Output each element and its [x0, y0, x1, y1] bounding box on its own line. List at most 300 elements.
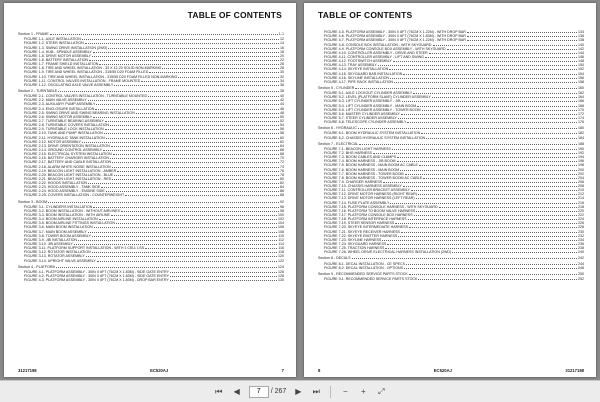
toc-entry-title: FIGURE 2-15. ELECTRICAL SYSTEM INSTALLATION — [24, 152, 112, 157]
toc-entry-page: 134 — [578, 30, 584, 35]
toc-entry[interactable] — [18, 193, 284, 197]
dot-leader — [104, 133, 279, 134]
toc-entry-title: Section 7 - ELECTRICAL — [318, 141, 359, 146]
toc-entry-page: 26 — [280, 62, 284, 67]
toc-entry[interactable] — [18, 258, 284, 262]
toc-entry-page: 118 — [278, 250, 284, 255]
toc-section-heading[interactable] — [318, 142, 584, 146]
toc-entry-title: FIGURE 2-13. DRIVE ORIENTATION INSTALLATION — [24, 143, 110, 148]
toc-entry-page: 152 — [578, 67, 584, 72]
toc-entry-title: FIGURE 4-10. CONTROLLER ASSEMBLY - DRIVE AND STEER — [324, 50, 428, 55]
toc-entry-page: 154 — [578, 71, 584, 76]
toc-entry-page: 76 — [280, 168, 284, 173]
dot-leader — [116, 223, 277, 224]
toc-entry-title: FIGURE 1-8. TIRE AND WHEEL INSTALLATION - 33 X 12-20 SOLID NON-MARKING — [24, 66, 162, 71]
toc-entry-page: 16 — [280, 45, 284, 50]
toc-list — [18, 30, 284, 282]
toc-entry-page: 234 — [578, 237, 584, 242]
toc-entry-title: FIGURE 7-7. BOOM HARNESS - TOWER BOOM — [324, 171, 404, 176]
toc-entry-page: 50 — [280, 114, 284, 119]
dot-leader — [92, 236, 277, 237]
dot-leader — [416, 198, 577, 199]
toc-entry-page: 148 — [578, 59, 584, 64]
dot-leader — [402, 101, 578, 102]
dot-leader — [439, 207, 577, 208]
toc-entry-title: FIGURE 3-4. BOOM AIRLINE INSTALLATION — [24, 217, 98, 222]
dot-leader — [50, 34, 278, 35]
toc-entry-page: 20 — [280, 53, 284, 58]
dot-leader — [421, 133, 577, 134]
toc-entry-title: FIGURE 2-16. BATTERY CHARGER INSTALLATION — [24, 156, 109, 161]
toc-entry-title: FIGURE 4-12. FOOTSWITCH ASSEMBLY — [324, 59, 392, 64]
toc-entry-title: FIGURE 2-6. SWING MOTOR ASSEMBLY — [24, 114, 93, 119]
dot-leader — [394, 82, 577, 83]
toc-entry-page: 112 — [278, 237, 284, 242]
toc-title: TABLE OF CONTENTS — [187, 10, 282, 20]
dot-leader — [93, 207, 279, 208]
dot-leader — [417, 106, 577, 107]
dot-leader — [108, 48, 279, 49]
toc-entry-page: 226 — [578, 221, 584, 226]
dot-leader — [385, 248, 577, 249]
toc-entry-title: FIGURE 2-7. TURNTABLE BEARING ASSEMBLY — [24, 118, 104, 123]
dot-leader — [423, 178, 577, 179]
toc-entry-title: FIGURE 2-4. ENCLOSURE INSTALLATION — [24, 106, 95, 111]
toc-entry-page: 174 — [578, 115, 584, 120]
toc-entry-title: FIGURE 7-16. PLATFORM TO BOOM VALVE HARNESS — [324, 208, 416, 213]
toc-entry[interactable] — [318, 135, 584, 139]
toc-entry-title: Section 3 - BOOM — [18, 199, 48, 204]
dot-leader — [101, 187, 279, 188]
toc-entry-title: FIGURE 2-8. TURNTABLE COVERS INSTALLATION — [24, 123, 110, 128]
dot-leader — [467, 32, 577, 33]
toc-entry-page: 236 — [578, 242, 584, 247]
toc-entry-title: FIGURE 7-5. BOOM HARNESS - MAIN BOOM AC CABLE — [324, 163, 418, 168]
dot-leader — [406, 264, 577, 265]
dot-leader — [389, 69, 577, 70]
toc-entry-page: 22 — [280, 57, 284, 62]
toc-entry-page: 70 — [280, 156, 284, 161]
toc-entry[interactable] — [318, 250, 584, 254]
dot-leader — [407, 122, 577, 123]
toc-entry-title: FIGURE 7-14. FUSE PLATE ASSEMBLY — [324, 200, 390, 205]
toc-entry-title: FIGURE 1-5. DRIVE MOTOR ASSEMBLY — [24, 53, 91, 58]
toc-entry-title: FIGURE 3-5. BOOM AIRLINE FITTINGS INSTALLATION — [24, 221, 115, 226]
toc-entry-page: 34 — [280, 78, 284, 83]
dot-leader — [112, 162, 279, 163]
dot-leader — [425, 57, 577, 58]
toc-entry-page: 30 — [280, 70, 284, 75]
dot-leader — [429, 53, 577, 54]
toc-entry-title: FIGURE 2-24. HOOD ASSEMBLY - ENGINE SIDE — [24, 189, 105, 194]
dot-leader — [418, 279, 577, 280]
toc-entry-page: 46 — [280, 106, 284, 111]
first-page-icon[interactable]: ⏮ — [215, 386, 223, 396]
toc-entry-title: FIGURE 3-14. UPRIGHT VALVE ASSEMBLY — [24, 258, 96, 263]
toc-entry-page: 206 — [578, 179, 584, 184]
toc-entry-title: FIGURE 7-13. DRIVE MOTOR HARNESS (LEFT REAR) — [324, 196, 415, 201]
dot-leader — [114, 85, 279, 86]
toc-entry-page: 180 — [578, 126, 584, 131]
dot-leader — [422, 110, 577, 111]
footer-model: EC520AJ — [433, 368, 452, 373]
toc-entry-page: 12 — [280, 37, 284, 42]
toc-entry-title: FIGURE 4-17. PIPE RACK INSTALLATION — [324, 79, 393, 84]
page-number-input[interactable] — [249, 386, 269, 398]
dot-leader — [58, 91, 279, 92]
toc-entry-title: FIGURE 3-12. ROTATOR INSTALLATION — [24, 250, 91, 255]
dot-leader — [405, 174, 577, 175]
dot-leader — [99, 219, 277, 220]
toc-entry-page: 106 — [278, 225, 284, 230]
toc-entry-page: 212 — [578, 192, 584, 197]
zoom-in-icon[interactable]: + — [360, 387, 366, 396]
dot-leader — [395, 223, 577, 224]
dot-leader — [82, 39, 279, 40]
toc-entry-page: 88 — [280, 193, 284, 198]
toc-entry-page: 122 — [278, 258, 284, 263]
toc-entry-title: FIGURE 7-8. BOOM HARNESS - TOWER BOOM AC CABLE — [324, 175, 423, 180]
dot-leader — [113, 154, 279, 155]
toc-entry-title: FIGURE 1-4. HUB - SPINDLE ASSEMBLY — [24, 49, 92, 54]
toc-entry-page: 130 — [278, 278, 284, 283]
toc-section-heading[interactable] — [318, 86, 584, 90]
toc-entry-title: FIGURE 3-7. MAIN BOOM ASSEMBLY — [24, 229, 87, 234]
toc-entry-title: FIGURE 1-9. TIRE AND WHEEL INSTALLATION - 315/55 D20 FOAM FILLED — [24, 70, 149, 75]
toc-entry-title: FIGURE 7-10. CHASSIS HARNESS ASSEMBLY — [324, 184, 402, 189]
toc-entry-title: FIGURE 7-6. BOOM HARNESS - MAIN BOOM — [324, 167, 400, 172]
dot-leader — [74, 244, 277, 245]
toc-section-heading[interactable] — [318, 272, 584, 276]
dot-leader — [48, 202, 279, 203]
toc-entry-title: FIGURE 3-6. MAIN BOOM INSTALLATION — [24, 225, 93, 230]
toc-entry-title: FIGURE 2-12. MOTOR ASSEMBLY — [24, 139, 81, 144]
dot-leader — [94, 227, 277, 228]
toc-entry-page: 176 — [578, 120, 584, 125]
toc-entry-page: 128 — [278, 274, 284, 279]
dot-leader — [117, 171, 279, 172]
dot-leader — [418, 194, 577, 195]
toc-entry-page: 80 — [280, 176, 284, 181]
dot-leader — [392, 149, 577, 150]
toc-entry-title: FIGURE 5-1. AXLE LOCKOUT CYLINDER ASSEMBLY — [324, 91, 413, 96]
toc-entry-title: FIGURE 7-26. WHEEL DRIVE ELECTRICAL HARNESS INSTALLATION (2WD) — [324, 250, 452, 255]
toc-entry-title: FIGURE 2-22. HOODS INSTALLATION — [24, 181, 87, 186]
toc-entry-title: FIGURE 7-9. CHARGER HARNESS — [324, 179, 383, 184]
dot-leader — [99, 64, 279, 65]
dot-leader — [393, 61, 577, 62]
dot-leader — [93, 117, 279, 118]
dot-leader — [106, 138, 279, 139]
toc-entry-page: 150 — [578, 63, 584, 68]
dot-leader — [467, 36, 577, 37]
dot-leader — [111, 215, 277, 216]
zoom-out-icon[interactable]: − — [342, 387, 348, 396]
toc-entry-title: FIGURE 4-6. PLATFORM ASSEMBLY - 30IN X 6FT (76CM X 1.83M) - WITH DROP BAR — [324, 34, 466, 39]
dot-leader — [136, 113, 279, 114]
toc-entry-title: FIGURE 5-4. LIFT CYLINDER ASSEMBLY - MAIN BOOM — [324, 103, 417, 108]
dot-leader — [82, 142, 279, 143]
toc-entry-title: FIGURE 1-12. OSCILLATING AXLE VALVE ASSEMBLY — [24, 82, 114, 87]
toc-entry-page: 72 — [280, 160, 284, 165]
toc-entry-title: FIGURE 2-1. CONTROL VALVES INSTALLATION - TURNTABLE MOUNTED — [24, 94, 148, 99]
toc-section-heading[interactable] — [18, 199, 284, 203]
toc-entry-page: 204 — [578, 175, 584, 180]
toc-entry-page: 232 — [578, 233, 584, 238]
dot-leader — [112, 167, 279, 168]
toc-entry-title: FIGURE 4-2. PLATFORM ASSEMBLY - 30IN X 6FT (76CM X 1.83M) - SIDE GATE ENTRY — [24, 274, 169, 279]
toc-entry-page: 250 — [578, 271, 584, 276]
toc-entry-page: 218 — [578, 204, 584, 209]
toc-entry-page: 44 — [280, 102, 284, 107]
toc-section-heading[interactable] — [18, 32, 284, 36]
toc-entry[interactable] — [318, 266, 584, 270]
toc-entry-title: FIGURE 6-1. BOOM HYDRAULIC SYSTEM INSTALLATION — [324, 131, 421, 136]
toc-entry-title: FIGURE 7-15. PLATFORM CONSOLE HARNESS - WITH SKYGUARD — [324, 204, 438, 209]
toc-entry-page: 230 — [578, 229, 584, 234]
toc-entry-title: FIGURE 5-7. STEER CYLINDER ASSEMBLY — [324, 115, 397, 120]
toc-entry-title: FIGURE 7-22. SKYEYE EMITTER HARNESS — [324, 233, 398, 238]
toc-entry-title: FIGURE 2-5. SWING DRIVE AND SWING BEARING INSTALLATION — [24, 110, 135, 115]
toc-entry-page: 244 — [578, 261, 584, 266]
dot-leader — [452, 252, 577, 253]
toc-entry-title: FIGURE 3-13. ROTATOR ASSEMBLY — [24, 254, 85, 259]
dot-leader — [178, 77, 279, 78]
toc-entry-title: FIGURE 1-3. SWING DRIVE INSTALLATION (2WD) — [24, 45, 108, 50]
toc-entry-page: 222 — [578, 213, 584, 218]
dot-leader — [358, 128, 577, 129]
toc-entry-title: FIGURE 3-1. CYLINDERS INSTALLATION — [24, 204, 93, 209]
toc-entry-title: FIGURE 3-2. BOOM INSTALLATION - WITHOUT AIRLINES — [24, 208, 120, 213]
toc-entry-page: 146 — [578, 54, 584, 59]
dot-leader — [398, 118, 577, 119]
toc-entry-title: FIGURE 4-14. SKYEYE INSTALLATION — [324, 67, 389, 72]
dot-leader — [378, 65, 577, 66]
toc-entry-title: FIGURE 5-3. LIFT CYLINDER ASSEMBLY - JIB — [324, 99, 401, 104]
toc-entry-title: FIGURE 4-16. SKYLINE INSTALLATION — [324, 75, 389, 80]
toc-entry[interactable] — [18, 278, 284, 282]
toc-entry-page: 220 — [578, 208, 584, 213]
toc-entry-page: 38 — [280, 88, 284, 93]
last-page-icon[interactable]: ⏭ — [312, 386, 320, 396]
toc-entry-title: FIGURE 5-6. MASTER CYLINDER ASSEMBLY — [324, 111, 400, 116]
dot-leader — [106, 191, 279, 192]
toc-entry-title: FIGURE 2-9. TURNTABLE LOCK INSTALLATION — [24, 127, 104, 132]
toc-entry-page: 124 — [278, 264, 284, 269]
toc-entry-page: 86 — [280, 189, 284, 194]
toc-entry-page: 252 — [578, 277, 584, 282]
dot-leader — [390, 78, 577, 79]
toc-entry-page: 110 — [278, 233, 284, 238]
dot-leader — [383, 182, 577, 183]
toc-list — [318, 30, 584, 281]
toc-entry-page: 136 — [578, 34, 584, 39]
toc-entry-page: 36 — [280, 82, 284, 87]
toc-entry-title: FIGURE 4-13. TRAY ASSEMBLY — [324, 63, 377, 68]
dot-leader — [373, 153, 577, 154]
toc-entry-title: Section 4 - PLATFORM — [18, 264, 56, 269]
toc-entry-page: 40 — [280, 94, 284, 99]
toc-entry-page: 200 — [578, 167, 584, 172]
toc-section-heading[interactable] — [318, 256, 584, 260]
toc-entry-page: 32 — [280, 74, 284, 79]
dot-leader — [411, 190, 577, 191]
footer-doc-number: 31217198 — [18, 368, 37, 373]
dot-leader — [400, 170, 577, 171]
page-navigator — [249, 386, 287, 398]
dot-leader — [88, 100, 279, 101]
dot-leader — [467, 40, 577, 41]
toc-entry-title: FIGURE 2-21. BEACON LIGHT INSTALLATION - RED — [24, 176, 112, 181]
toc-entry-title: Section 5 - CYLINDER — [318, 85, 355, 90]
toc-entry-title: FIGURE 8-1. DECAL INSTALLATION - CE SPECS — [324, 261, 406, 266]
dot-leader — [398, 236, 577, 237]
dot-leader — [387, 244, 577, 245]
dot-leader — [409, 227, 577, 228]
toc-entry-title: Section 6 - HYDRAULIC — [318, 126, 357, 131]
toc-section-heading[interactable] — [318, 126, 584, 130]
toc-entry-page: 62 — [280, 139, 284, 144]
toc-entry-page: 202 — [578, 171, 584, 176]
dot-leader — [141, 81, 279, 82]
toc-entry-page: 68 — [280, 152, 284, 157]
dot-leader — [96, 104, 279, 105]
dot-leader — [92, 252, 278, 253]
toc-section-heading[interactable] — [18, 265, 284, 269]
toc-entry-title: FIGURE 5-5. LIFT CYLINDER ASSEMBLY - TOWER BOOM — [324, 107, 421, 112]
footer-model: EC520AJ — [150, 368, 169, 373]
dot-leader — [110, 125, 279, 126]
toc-entry-title: FIGURE 3-9. JIB INSTALLATION — [24, 237, 77, 242]
dot-leader — [401, 114, 577, 115]
toc-entry-page: 158 — [578, 79, 584, 84]
left-page — [4, 3, 296, 377]
dot-leader — [397, 157, 577, 158]
dot-leader — [416, 211, 577, 212]
dot-leader — [105, 129, 279, 130]
toc-entry-title: FIGURE 4-3. PLATFORM ASSEMBLY - 30IN X 6FT (76CM X 1.83M) - DROP BAR ENTRY — [24, 278, 169, 283]
toc-entry-page: 192 — [578, 150, 584, 155]
pdf-toolbar — [0, 380, 600, 402]
toc-entry-title: FIGURE 1-6. BATTERY INSTALLATION — [24, 57, 88, 62]
toc-entry[interactable] — [318, 120, 584, 124]
toc-entry-page: 240 — [578, 250, 584, 255]
dot-leader — [409, 274, 577, 275]
footer-page-number: 8 — [318, 368, 321, 373]
toc-entry-title: FIGURE 2-3. AUXILIARY PUMP ASSEMBLY — [24, 102, 96, 107]
dot-leader — [352, 258, 577, 259]
toc-entry-page: 60 — [280, 135, 284, 140]
toc-entry-page: 58 — [280, 131, 284, 136]
prev-page-icon[interactable]: ◀ — [233, 387, 240, 396]
toc-entry-title: Section 8 - DECALS — [318, 256, 351, 261]
toc-entry-page: 120 — [278, 254, 284, 259]
toc-entry-title: FIGURE 3-8. TOWER BOOM ASSEMBLY — [24, 233, 91, 238]
toc-entry-title: FIGURE 4-8. CONSOLE BOX INSTALLATION - WITH SKYGUARD — [324, 42, 432, 47]
toc-entry-title: FIGURE 7-11. CONTROLLER BRACKET ASSEMBLY — [324, 188, 410, 193]
toc-entry-title: FIGURE 7-20. SKYEYE INTERMEDIATE HARNESS — [324, 225, 409, 230]
dot-leader — [85, 43, 279, 44]
toc-entry-title: FIGURE 7-4. BOOM HARNESS - JIB BOOM — [324, 159, 396, 164]
dot-leader — [408, 219, 577, 220]
page-footer — [318, 368, 584, 373]
toc-entry-page: 104 — [278, 221, 284, 226]
toc-entry-page: 190 — [578, 146, 584, 151]
fit-page-icon[interactable]: ⤢ — [378, 386, 385, 396]
toc-entry-page: 74 — [280, 164, 284, 169]
toc-entry-page: 156 — [578, 75, 584, 80]
toc-entry[interactable] — [318, 80, 584, 84]
toc-entry-title: FIGURE 2-17. BATTERY AND CABLE INSTALLATION — [24, 160, 112, 165]
toc-entry-page: 164 — [578, 95, 584, 100]
toc-entry-title: FIGURE 9-1. RECOMMENDED SERVICE PARTS STOCK — [324, 277, 418, 282]
toc-entry-title: FIGURE 5-2. LEVEL (PLATFORM SLAVE) CYLINDER ASSEMBLY — [324, 95, 431, 100]
toc-entry-page: 246 — [578, 265, 584, 270]
toc-entry-title: Section 2 - TURNTABLE — [18, 88, 58, 93]
toc-entry-title: FIGURE 2-14. GROUND CONTROL ASSEMBLY — [24, 147, 103, 152]
toc-entry-page: 210 — [578, 188, 584, 193]
dot-leader — [401, 232, 577, 233]
toc-entry-page: 214 — [578, 196, 584, 201]
toc-entry-page: 98 — [280, 208, 284, 213]
dot-leader — [86, 256, 277, 257]
next-page-icon[interactable]: ▶ — [295, 387, 302, 396]
toc-entry-title: FIGURE 7-25. TRACTION HARNESS — [324, 246, 385, 251]
dot-leader — [419, 165, 577, 166]
dot-leader — [103, 150, 279, 151]
toc-entry-title: FIGURE 3-10. JIB ASSEMBLY — [24, 242, 73, 247]
dot-leader — [105, 121, 279, 122]
dot-leader — [432, 97, 577, 98]
toc-entry-title: FIGURE 7-19. STEER SENSOR HARNESS — [324, 221, 395, 226]
toc-entry-page: 116 — [278, 246, 284, 251]
page-total-label: / 267 — [270, 388, 287, 395]
dot-leader — [110, 158, 279, 159]
dot-leader — [433, 45, 578, 46]
page-footer — [18, 368, 284, 373]
toc-entry-title: FIGURE 4-15. SKYGUARD BAR INSTALLATION — [324, 71, 403, 76]
toc-entry-page: 114 — [278, 242, 284, 247]
toc-entry-page: 14 — [280, 41, 284, 46]
dot-leader — [426, 138, 577, 139]
toc-entry[interactable] — [18, 83, 284, 87]
toc-entry-title: FIGURE 2-25. COVERS INSTALLATION - COUNTERWEIGHT — [24, 193, 125, 198]
toc-entry-title: FIGURE 8-2. DECAL INSTALLATION - OPTIONS — [324, 265, 404, 270]
dot-leader — [170, 280, 277, 281]
dot-leader — [148, 96, 279, 97]
toc-entry-page: 28 — [280, 66, 284, 71]
toc-entry-page: 54 — [280, 123, 284, 128]
toc-entry-title: FIGURE 4-1. PLATFORM ASSEMBLY - 30IN X 6FT (76CM X 1.83M) - SIDE GATE ENTRY — [24, 269, 169, 274]
dot-leader — [359, 144, 577, 145]
toc-entry[interactable] — [318, 277, 584, 281]
toc-entry-page: 228 — [578, 225, 584, 230]
toc-entry-page: 196 — [578, 159, 584, 164]
toc-entry-page: 188 — [578, 141, 584, 146]
toc-entry-title: FIGURE 3-11. PLATFORM SUPPORT INSTALLATION - WITH 1 CELL LSS — [24, 246, 145, 251]
dot-leader — [170, 276, 277, 277]
toc-entry-page: 160 — [578, 85, 584, 90]
dot-leader — [149, 72, 279, 73]
dot-leader — [93, 52, 279, 53]
toc-entry-page: 78 — [280, 172, 284, 177]
toc-section-heading[interactable] — [18, 89, 284, 93]
dot-leader — [112, 179, 279, 180]
toc-entry-page: 108 — [278, 229, 284, 234]
toc-entry-title: FIGURE 2-20. BEACON LIGHT INSTALLATION - BLUE — [24, 172, 114, 177]
toc-entry-page: 140 — [578, 42, 584, 47]
toc-entry-title: FIGURE 7-17. PLATFORM CONSOLE BOX HARNESS — [324, 213, 413, 218]
